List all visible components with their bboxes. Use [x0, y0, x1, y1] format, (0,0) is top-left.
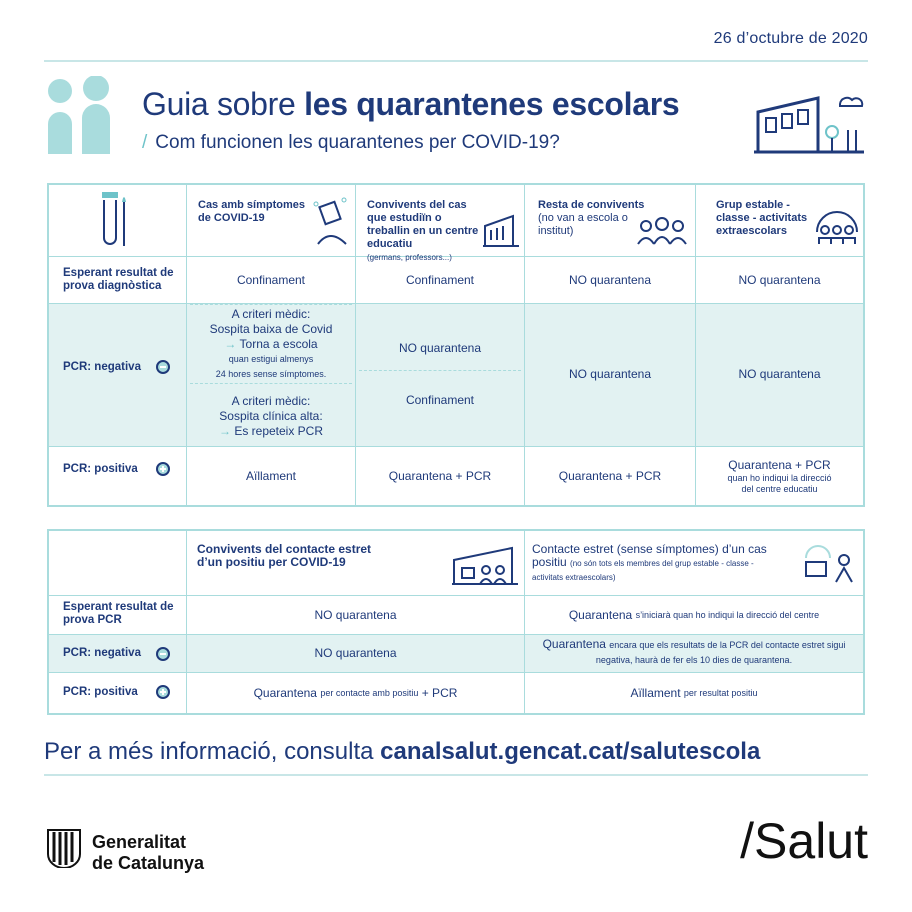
test-tube-icon	[98, 190, 138, 250]
t2-row-label-negative: PCR: negativa	[63, 647, 141, 659]
t1-negative-col3: NO quarantena	[568, 367, 652, 381]
row-label-negative: PCR: negativa	[63, 361, 141, 373]
t1-positive-col4: Quarantena + PCR quan ho indiqui la direcció del centre educatiu	[727, 457, 832, 494]
t2-waiting-col2: Quarantena s’iniciarà quan ho indiqui la direcció del centre	[568, 607, 820, 622]
t2-row-label-positive: PCR: positiva	[63, 686, 138, 698]
household-school-icon	[452, 546, 520, 586]
date: 26 d’octubre de 2020	[713, 30, 868, 47]
t2-waiting-col1: NO quarantena	[314, 607, 397, 622]
t2-header-close-contact: Contacte estret (sense símptomes) d’un cas positiu (no són tots els membres del grup estable - classe - activitats extraescolars)	[532, 542, 767, 582]
t1-negative-col1-low-suspicion: A criteri mèdic: Sospita baixa de Covid → Torna a escola quan estigui almenys 24 hores sense símptomes.	[209, 306, 333, 379]
footer-divider	[44, 774, 868, 776]
t1-waiting-col4: NO quarantena	[738, 272, 821, 287]
minus-circle-icon	[156, 647, 170, 661]
header-other-cohabitants: Resta de convivents (no van a escola o institut)	[538, 199, 645, 237]
header-symptomatic-case: Cas amb símptomes de COVID-19	[198, 199, 305, 224]
negative-row-label-bg	[49, 303, 186, 446]
school-building-icon	[752, 90, 868, 154]
t2-positive-col2: Aïllament per resultat positiu	[630, 685, 758, 700]
generalitat-logo-text: Generalitat de Catalunya	[92, 832, 205, 873]
group-icon	[815, 208, 859, 246]
household-icon	[636, 214, 688, 246]
page-subtitle: / Com funcionen les quarantenes per COVID-19?	[142, 132, 560, 153]
header-cohabitants-school: Convivents del cas que estudiïn o treballin en un centre educatiu (germans, professors...)	[367, 199, 479, 262]
minus-circle-icon	[156, 360, 170, 374]
t2-positive-col1: Quarantena per contacte amb positiu + PCR	[253, 685, 458, 700]
t1-positive-col3: Quarantena + PCR	[558, 468, 662, 483]
close-contact-icon	[802, 544, 858, 584]
more-info: Per a més informació, consulta canalsalut.gencat.cat/salutescola	[44, 738, 761, 765]
t1-waiting-col3: NO quarantena	[568, 272, 652, 287]
top-divider	[44, 60, 868, 62]
t2-row-label-waiting: Esperant resultat de prova PCR	[63, 601, 174, 626]
family-icon	[46, 76, 116, 154]
plus-circle-icon	[156, 685, 170, 699]
generalitat-emblem-icon	[46, 828, 82, 868]
header-stable-group: Grup estable - classe - activitats extraescolars	[716, 199, 808, 237]
t1-positive-col2: Quarantena + PCR	[388, 468, 492, 483]
school-icon	[483, 214, 521, 248]
t1-positive-col1: Aïllament	[245, 468, 297, 483]
plus-circle-icon	[156, 462, 170, 476]
t2-header-cohabitants: Convivents del contacte estret d’un positiu per COVID-19	[197, 542, 372, 569]
t1-negative-col2-bottom: Confinament	[405, 392, 475, 407]
salut-logo: /Salut	[740, 813, 868, 869]
sick-person-icon	[310, 196, 350, 246]
t1-waiting-col2: Confinament	[405, 272, 475, 287]
t1-negative-col1-high-suspicion: A criteri mèdic: Sospita clínica alta: → Es repeteix PCR	[218, 393, 324, 438]
t2-negative-col2: Quarantena encara que els resultats de la PCR del contacte estret sigui negativa, haurà de fer els 10 dies de quarantena.	[542, 637, 846, 665]
t2-negative-col1: NO quarantena	[314, 646, 397, 660]
info-link[interactable]: canalsalut.gencat.cat/salutescola	[380, 738, 761, 765]
t1-negative-col2-top: NO quarantena	[398, 340, 482, 355]
t1-waiting-col1: Confinament	[236, 272, 306, 287]
row-label-positive: PCR: positiva	[63, 463, 138, 475]
page-title: Guia sobre les quarantenes escolars	[142, 86, 680, 122]
t1-negative-col4: NO quarantena	[738, 367, 821, 381]
row-label-waiting: Esperant resultat de prova diagnòstica	[63, 267, 174, 292]
